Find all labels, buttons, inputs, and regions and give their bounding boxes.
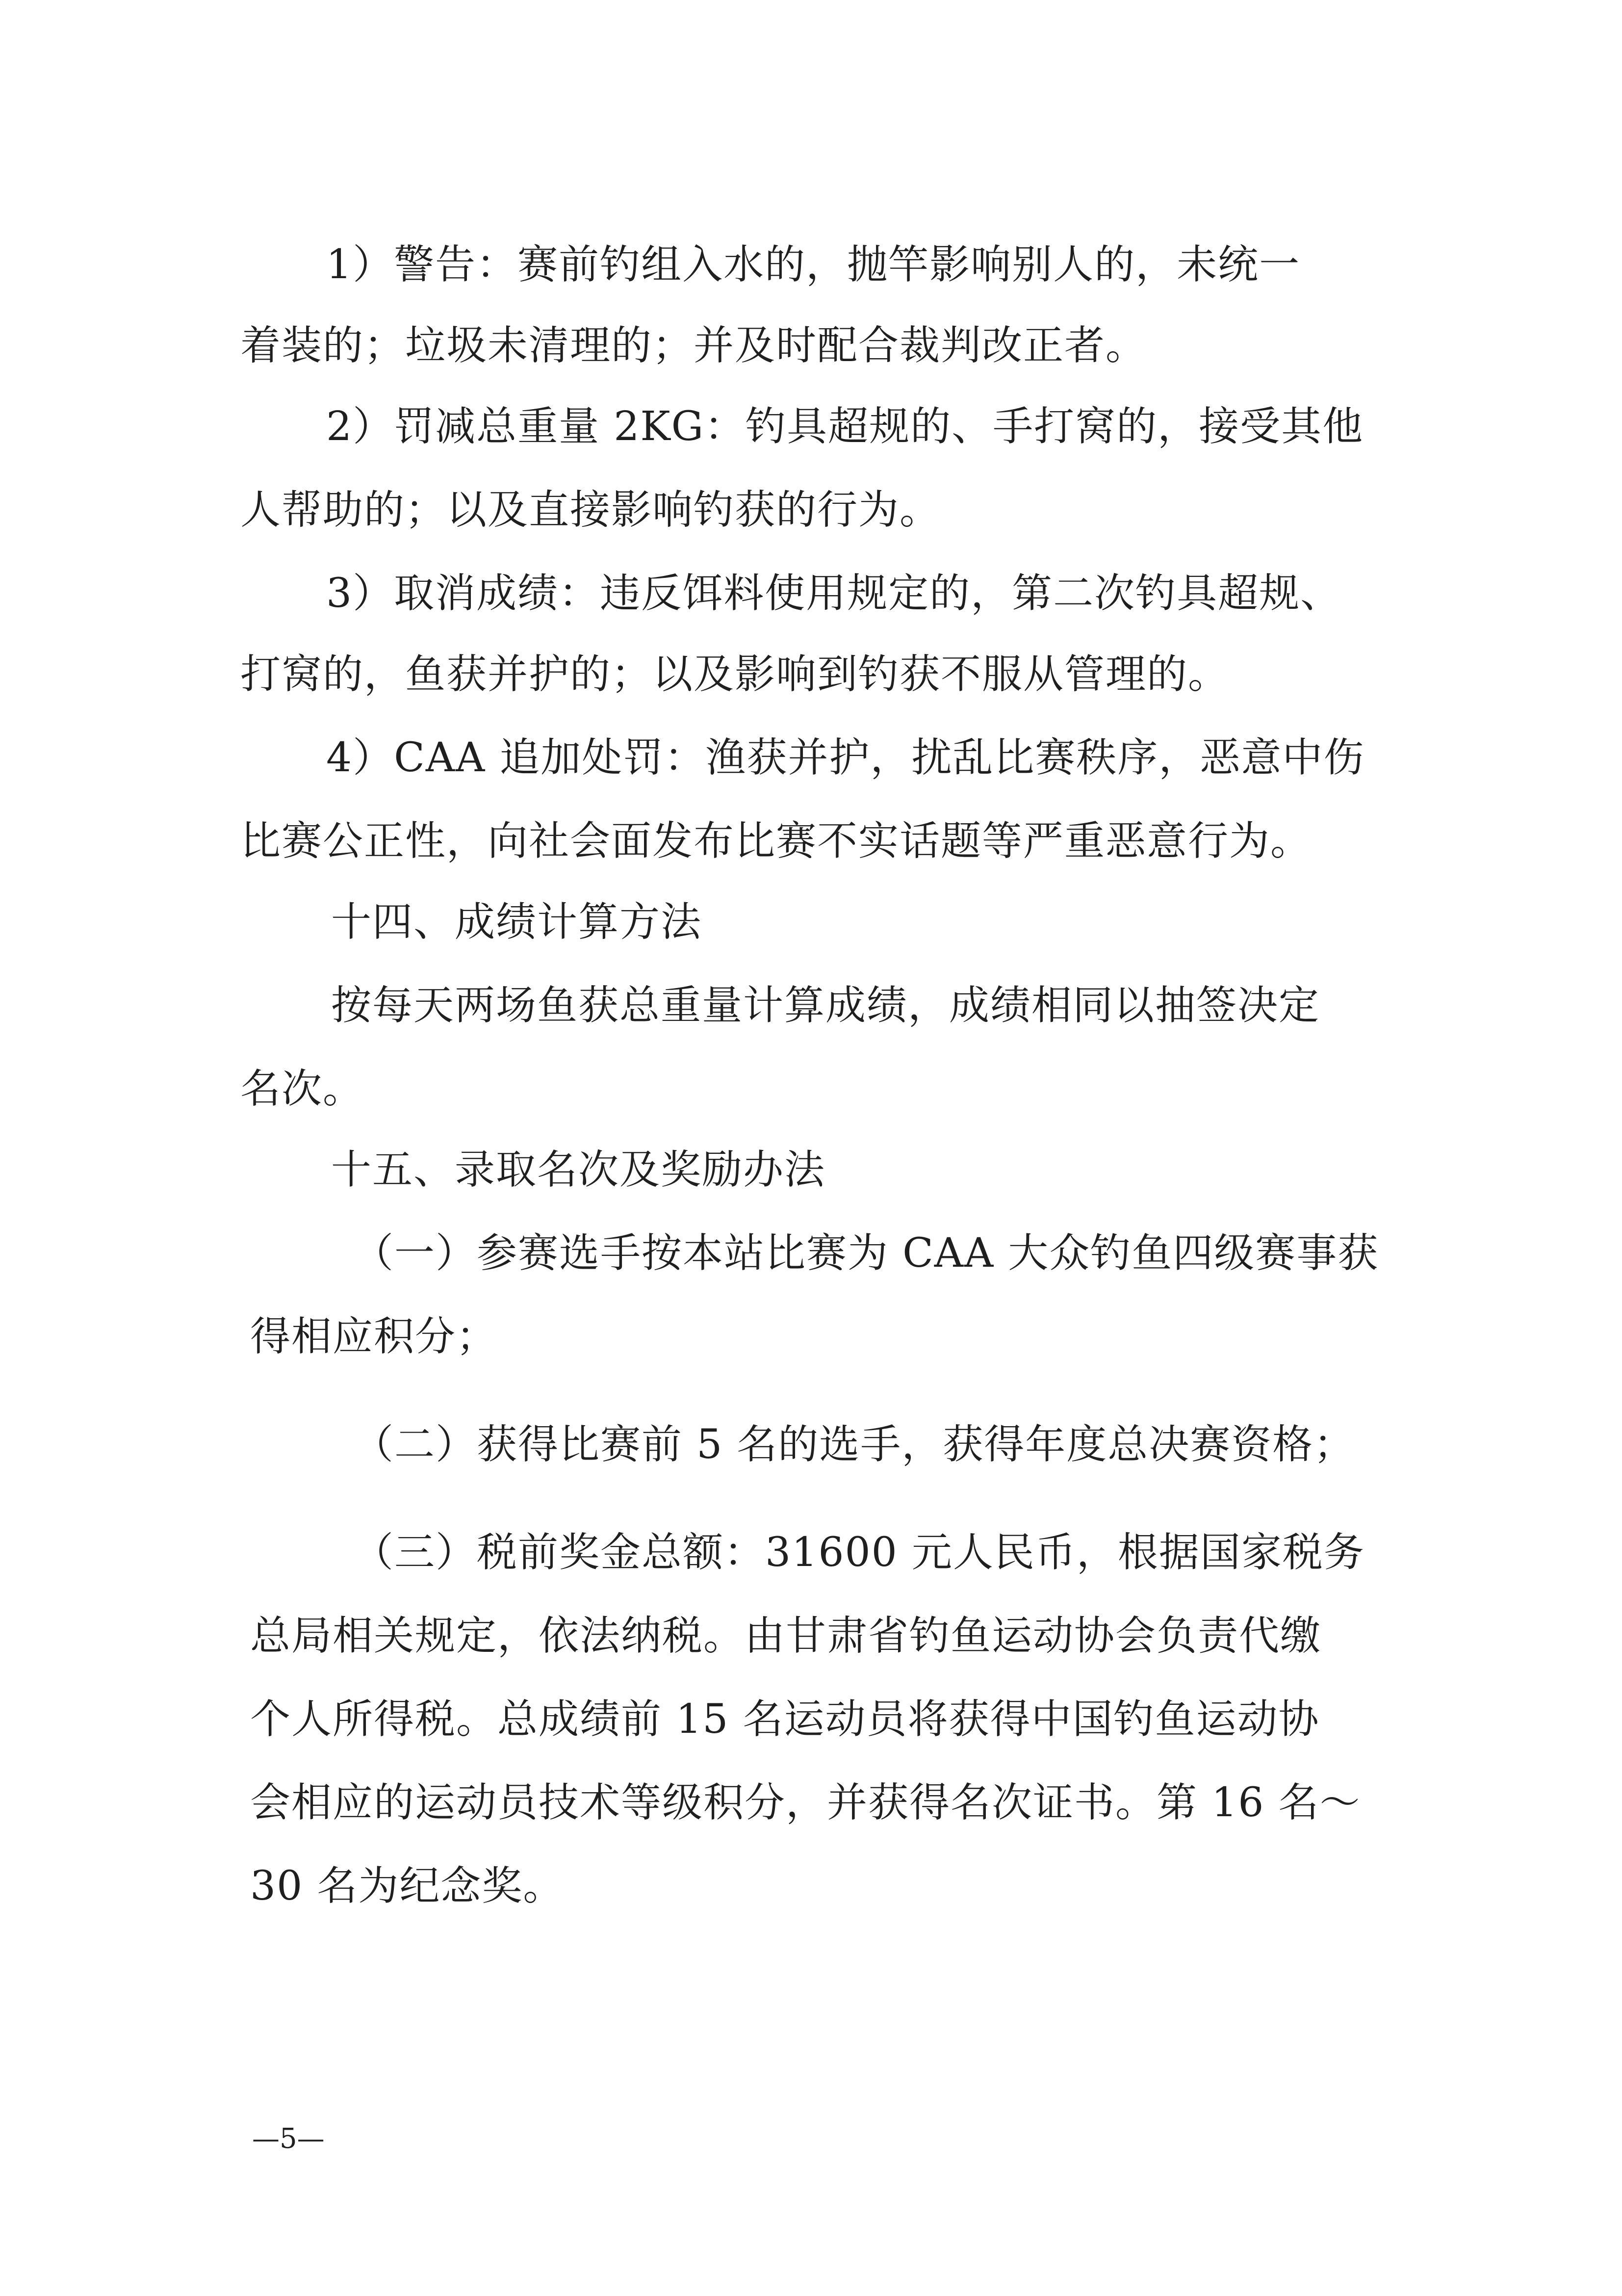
text-line: （一）参赛选手按本站比赛为 CAA 大众钓鱼四级赛事获 (353, 1230, 1379, 1277)
text-line: （三）税前奖金总额：31600 元人民币，根据国家税务 (353, 1529, 1365, 1576)
text-line: 4）CAA 追加处罚：渔获并护，扰乱比赛秩序，恶意中伤 (326, 734, 1365, 781)
text-line: 1）警告：赛前钓组入水的，抛竿影响别人的，未统一 (326, 241, 1301, 288)
text-line: 得相应积分； (250, 1313, 498, 1360)
text-line: 30 名为纪念奖。 (250, 1863, 565, 1909)
text-line: 人帮助的；以及直接影响钓获的行为。 (240, 487, 941, 533)
text-line: 着装的；垃圾未清理的；并及时配合裁判改正者。 (240, 322, 1147, 369)
text-line: 会相应的运动员技术等级积分，并获得名次证书。第 16 名～ (250, 1779, 1361, 1826)
text-line: 比赛公正性，向社会面发布比赛不实话题等严重恶意行为。 (240, 818, 1312, 864)
text-line: 按每天两场鱼获总重量计算成绩，成绩相同以抽签决定 (331, 982, 1320, 1029)
text-line: 3）取消成绩：违反饵料使用规定的，第二次钓具超规、 (326, 570, 1342, 617)
page-number: —5— (252, 2123, 325, 2155)
text-line: （二）获得比赛前 5 名的选手，获得年度总决赛资格； (353, 1421, 1355, 1468)
section-heading: 十五、录取名次及奖励办法 (331, 1147, 826, 1193)
text-line: 名次。 (240, 1066, 364, 1112)
section-heading: 十四、成绩计算方法 (331, 899, 702, 945)
text-line: 个人所得税。总成绩前 15 名运动员将获得中国钓鱼运动协 (250, 1696, 1320, 1743)
text-line: 打窝的，鱼获并护的；以及影响到钓获不服从管理的。 (240, 651, 1230, 698)
text-line: 2）罚减总重量 2KG：钓具超规的、手打窝的，接受其他 (326, 403, 1364, 450)
text-line: 总局相关规定，依法纳税。由甘肃省钓鱼运动协会负责代缴 (250, 1613, 1322, 1659)
